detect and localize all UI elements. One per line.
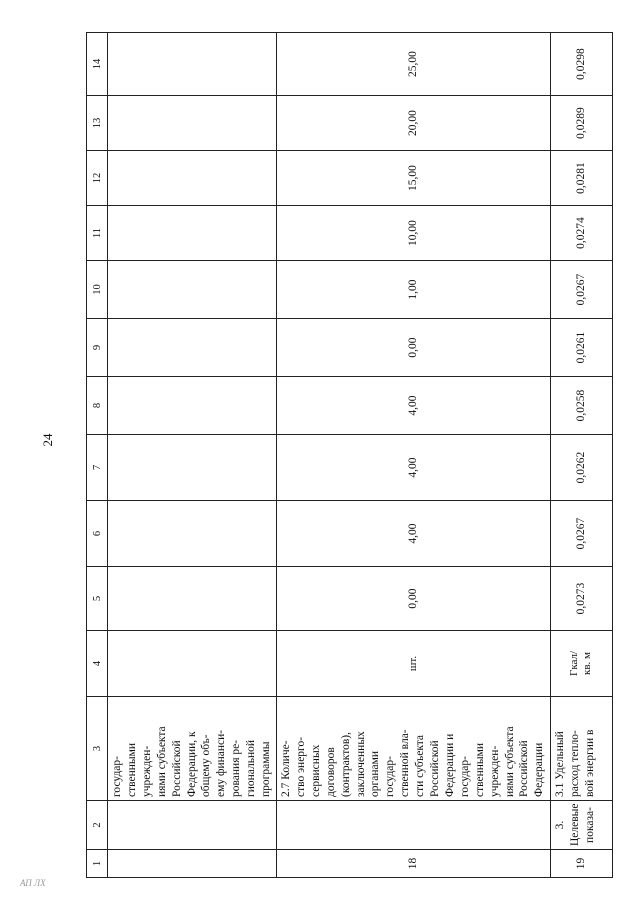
value-cell [108, 206, 277, 261]
value-cell: 0,0267 [550, 501, 612, 567]
value-cell: 0,0258 [550, 377, 612, 435]
section-cell [276, 801, 550, 850]
value-cell [108, 319, 277, 377]
value-cell: 0,0281 [550, 151, 612, 206]
value-cell: 0,0273 [550, 567, 612, 631]
value-cell [108, 501, 277, 567]
page-number: 24 [40, 433, 55, 447]
value-cell [108, 151, 277, 206]
header-cell: 9 [87, 319, 108, 377]
header-cell: 6 [87, 501, 108, 567]
value-cell: 0,0262 [550, 435, 612, 501]
table-row [108, 33, 277, 878]
value-cell [108, 377, 277, 435]
header-cell: 1 [87, 850, 108, 878]
value-cell [108, 567, 277, 631]
section-cell [108, 801, 277, 850]
header-cell: 7 [87, 435, 108, 501]
indicator-cell: 2.7 Количе- ство энерго- сервисных договоров (контрактов), заключенных органами государ- ственной вла- сти субъекта Российской Федерации и государ- ственными учрежден- иями субъекта Российской Федерации [276, 697, 550, 801]
value-cell [108, 96, 277, 151]
value-cell [108, 261, 277, 319]
indicator-cell: государ- ственными учрежден- иями субъекта Российской Федерации, к общему объ- ему финанси- рования ре- гиональной программы [108, 697, 277, 801]
header-cell: 2 [87, 801, 108, 850]
value-cell: 0,0289 [550, 96, 612, 151]
header-cell: 8 [87, 377, 108, 435]
row-number-cell: 18 [276, 850, 550, 878]
header-cell: 3 [87, 697, 108, 801]
unit-cell: Гкал/ кв. м [550, 631, 612, 697]
header-cell: 4 [87, 631, 108, 697]
header-cell: 5 [87, 567, 108, 631]
value-cell: 4,00 [276, 377, 550, 435]
rotated-table-container [86, 48, 610, 878]
header-cell: 12 [87, 151, 108, 206]
value-cell [108, 33, 277, 96]
value-cell: 0,00 [276, 567, 550, 631]
section-cell: 3. Целевые показа- [550, 801, 612, 850]
row-number-cell: 19 [550, 850, 612, 878]
header-cell: 10 [87, 261, 108, 319]
value-cell: 1,00 [276, 261, 550, 319]
value-cell: 15,00 [276, 151, 550, 206]
value-cell: 0,0267 [550, 261, 612, 319]
header-cell: 14 [87, 33, 108, 96]
table-row [276, 33, 550, 878]
value-cell: 25,00 [276, 33, 550, 96]
row-number-cell [108, 850, 277, 878]
value-cell: 0,0298 [550, 33, 612, 96]
unit-cell: шт. [276, 631, 550, 697]
value-cell: 20,00 [276, 96, 550, 151]
value-cell: 0,0261 [550, 319, 612, 377]
indicators-table [86, 32, 613, 878]
header-cell: 13 [87, 96, 108, 151]
value-cell: 4,00 [276, 501, 550, 567]
corner-mark: АП ЛХ [20, 878, 46, 888]
value-cell [108, 435, 277, 501]
value-cell: 0,00 [276, 319, 550, 377]
table-row [550, 33, 612, 878]
header-cell: 11 [87, 206, 108, 261]
value-cell: 0,0274 [550, 206, 612, 261]
header-row [87, 33, 108, 878]
indicator-cell: 3.1 Удельный расход тепло- вой энергии в [550, 697, 612, 801]
unit-cell [108, 631, 277, 697]
value-cell: 10,00 [276, 206, 550, 261]
value-cell: 4,00 [276, 435, 550, 501]
